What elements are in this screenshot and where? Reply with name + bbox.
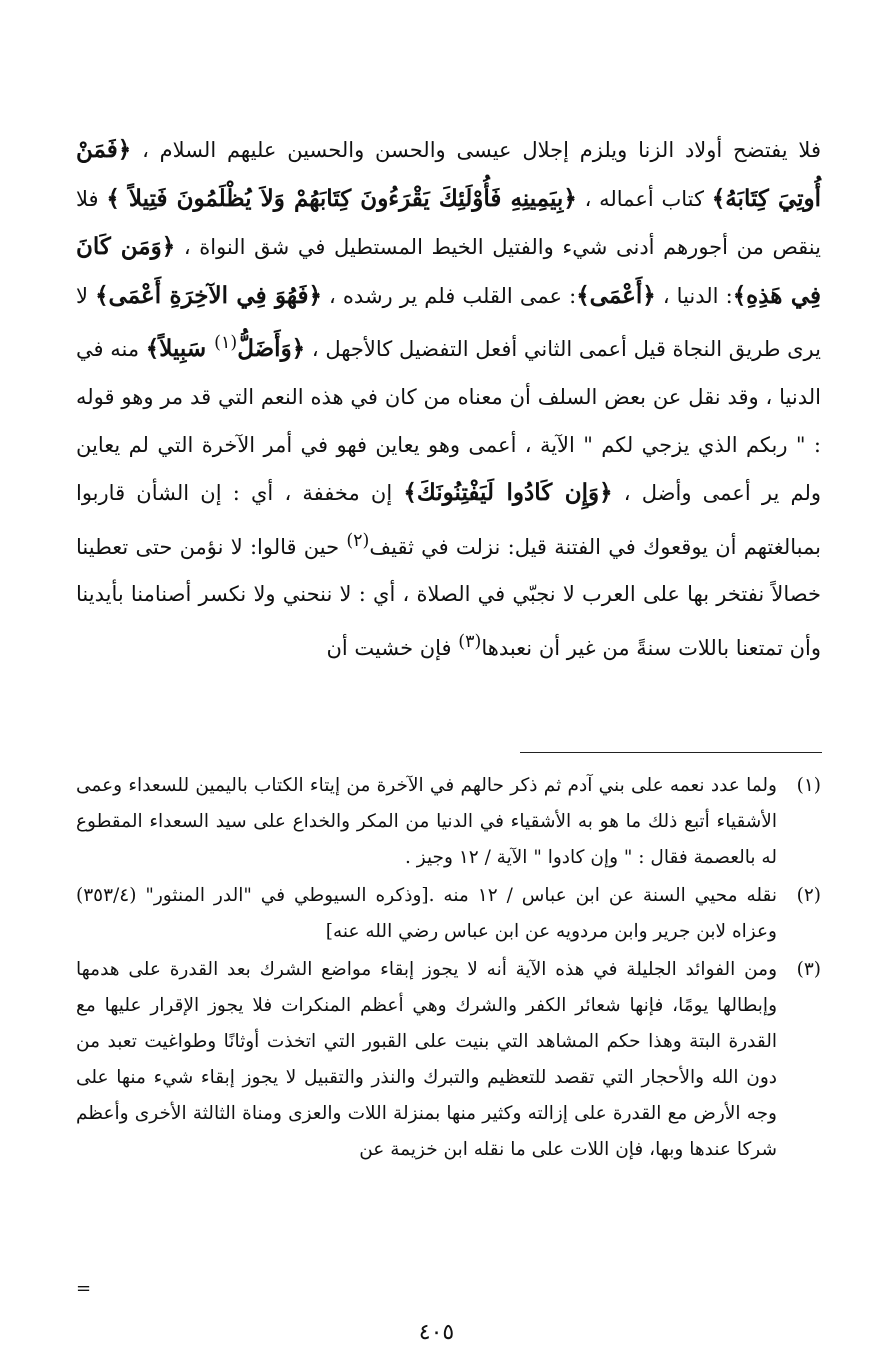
quran-quote: ﴿وَإِن كَادُوا لَيَفْتِنُونَكَ﴾ xyxy=(403,479,613,507)
footnote xyxy=(76,878,821,950)
footnote-number: (٢) xyxy=(796,885,821,906)
quran-quote: ﴿وَأَضَلُّ xyxy=(237,335,306,363)
footnote-text: ولما عدد نعمه على بني آدم ثم ذكر حالهم في الآخرة من إيتاء الكتاب باليمين للسعداء وعمى الأشقياء أتبع ذلك ما هو به الأشقياء في الدنيا من المكر والخداع على سيد السعداء المقطوع له بالعصمة فقال : " وإن كادوا " الآية / ١٢ وجيز . xyxy=(76,775,777,868)
quran-quote: ﴿فَمَنْ أُوتِيَ كِتَابَهُ﴾ xyxy=(76,136,822,212)
text-segment: فلا يفتضح أولاد الزنا ويلزم إجلال عيسى والحسن والحسين عليهم السلام ، xyxy=(131,138,821,162)
text-segment: فإن خشيت أن xyxy=(326,635,459,660)
footnotes-section xyxy=(76,768,821,1170)
text-segment: منه في الدنيا ، وقد نقل عن بعض السلف أن معناه من كان في هذه النعم التي قد مر وهو قوله : " ربكم الذي يزجي لكم " الآية ، أعمى وهو يعاين فهو في أمر الآخرة التي لم يعاين ولم ير أعمى وأضل ، xyxy=(76,337,821,506)
text-segment: : عمى القلب فلم ير رشده ، xyxy=(321,283,577,308)
footnote-divider xyxy=(520,752,822,753)
footnote-ref: (١) xyxy=(214,333,238,354)
footnote xyxy=(76,952,821,1168)
footnote-ref: (٢) xyxy=(346,530,370,551)
text-segment: فلا ينقص من أجورهم أدنى شيء والفتيل الخيط المستطيل في شق النواة ، xyxy=(76,186,821,260)
quran-quote: ﴿فَهُوَ فِي الآخِرَةِ أَعْمَى﴾ xyxy=(95,281,322,309)
footnote xyxy=(76,768,821,876)
text-segment: : الدنيا ، xyxy=(655,283,733,308)
quran-quote: ﴿بِيَمِينِهِ فَأُوْلَئِكَ يَقْرَءُونَ كِتَابَهُمْ وَلاَ يُظْلَمُونَ فَتِيلاً ﴾ xyxy=(106,184,577,212)
footnote-text: ومن الفوائد الجليلة في هذه الآية أنه لا يجوز إبقاء مواضع الشرك بعد القدرة على هدمها وإبطالها يومًا، فإنها شعائر الكفر والشرك وهي أعظم المنكرات فلا يجوز الإقرار عليها مع القدرة البتة وهذا حكم المشاهد التي بنيت على القبور التي اتخذت أوثانًا وطواغيت تعبد من دون الله والأحجار التي تقصد للتعظيم والتبرك والنذر والتقبيل لا يجوز إبقاء شيء منها على وجه الأرض مع القدرة على إزالته وكثير منها بمنزلة اللات والعزى ومناة الثالثة الأخرى وأعظم شركا عندها وبها، فإن اللات على ما نقله ابن خزيمة عن xyxy=(76,959,777,1160)
footnote-ref: (٣) xyxy=(458,631,482,652)
continuation-mark: = xyxy=(76,1278,92,1299)
quran-quote: ﴿أَعْمَى﴾ xyxy=(576,281,656,309)
quran-quote: سَبِيلاً﴾ xyxy=(145,335,215,363)
page-number: ٤٠٥ xyxy=(418,1320,455,1345)
quran-quote: ﴿وَمَن كَانَ فِي هَذِهِ﴾ xyxy=(76,233,821,309)
footnote-number: (١) xyxy=(796,775,821,796)
text-segment: إن مخففة ، أي : إن الشأن قاربوا بمبالغتهم أن يوقعوك في الفتنة قيل: نزلت في ثقيف xyxy=(76,481,821,559)
text-segment: حين قالوا: لا نؤمن حتى تعطينا خصالاً نفتخر بها على العرب لا نجبّي في الصلاة ، أي : لا ننحني ولا نكسر أصنامنا بأيدينا وأن تمتعنا باللات سنةً من غير أن نعبدها xyxy=(76,534,821,660)
text-segment: كتاب أعماله ، xyxy=(576,186,712,211)
footnote-number: (٣) xyxy=(796,959,821,980)
main-body-text xyxy=(76,126,821,673)
footnote-text: نقله محيي السنة عن ابن عباس / ١٢ منه .[وذكره السيوطي في "الدر المنثور" (٣٥٣/٤) وعزاه لابن جرير وابن مردويه عن ابن عباس رضي الله عنه] xyxy=(76,885,778,942)
text-segment: لا يرى طريق النجاة قيل أعمى الثاني أفعل التفضيل كالأجهل ، xyxy=(76,283,821,362)
